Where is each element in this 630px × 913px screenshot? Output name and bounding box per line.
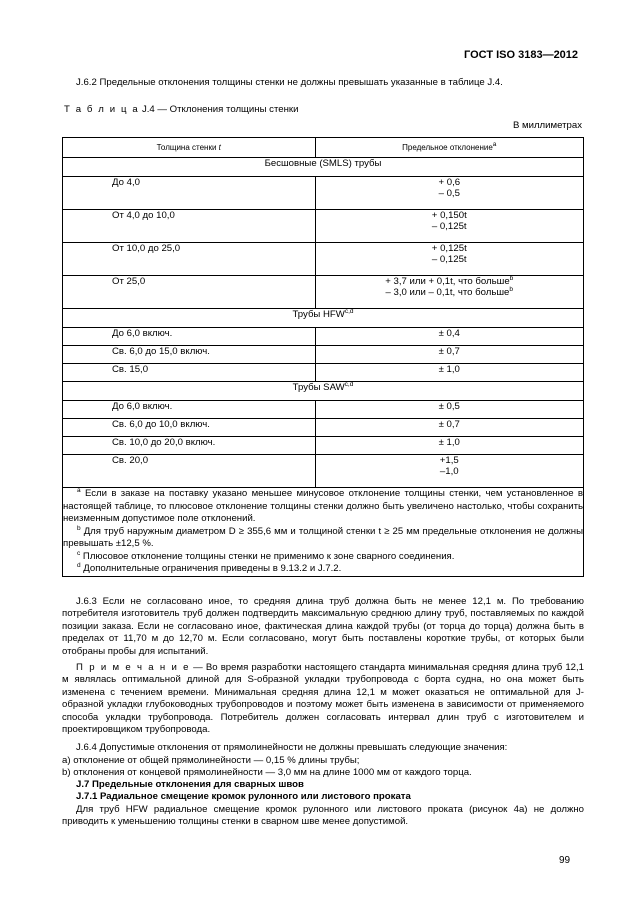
deviation-line: – 0,5 (438, 188, 460, 199)
thickness-cell: Св. 15,0 (63, 364, 316, 382)
table-row (63, 328, 584, 346)
list-item-a: a) отклонение от общей прямолинейности — 0,15 % длины трубы; (62, 755, 360, 766)
section-row (63, 158, 584, 177)
footnote-c: $^c$ Плюсовое отклонение толщины стенки не применимо к зоне сварного соединения. (77, 549, 455, 562)
deviation-line: – 0,125t (431, 221, 467, 232)
paragraph-j63: J.6.3 Если не согласовано иное, то средняя длина труб должна быть не менее 12,1 м. По требованию потребителя изготовитель труб должен подтвердить максимальную среднюю длину труб, поставляемых по каждой позиции заказа. Если не согласовано иное, фактическая длина каждой трубы (от торца до торца) должна быть в пределах от 11,70 м до 12,70 м. Если согласовано, могут быть поставлены короткие трубы, от которых были отобраны пробы для испытаний. (62, 596, 584, 657)
thickness-cell: Св. 6,0 до 15,0 включ. (63, 346, 316, 364)
col-header-thickness: Толщина стенки t (63, 138, 316, 158)
deviation-line: ± 0,4 (438, 328, 460, 339)
intro-paragraph: J.6.2 Предельные отклонения толщины стенки не должны превышать указанные в таблице J.4. (76, 77, 503, 88)
section-title: Трубы SAW$^{c,d}$ (63, 382, 584, 401)
thickness-cell: От 10,0 до 25,0 (63, 243, 316, 276)
table-caption-prefix: Т а б л и ц а (64, 104, 140, 115)
deviation-cell (315, 243, 583, 276)
section-row (63, 382, 584, 401)
table-row (63, 276, 584, 309)
thickness-cell: От 25,0 (63, 276, 316, 309)
deviation-line: + 0,150t (431, 210, 467, 221)
heading-j71: J.7.1 Радиальное смещение кромок рулонного или листового проката (76, 791, 411, 802)
deviation-cell (315, 276, 583, 309)
deviation-cell (315, 437, 583, 455)
table-row (63, 419, 584, 437)
table-row (63, 364, 584, 382)
note-paragraph (62, 662, 584, 736)
footnote-b: $^b$ Для труб наружным диаметром D ≥ 355,6 мм и толщиной стенки t ≥ 25 мм предельные отклонения не должны превышать ±12,5 %. (63, 524, 583, 549)
deviation-line: + 0,6 (438, 177, 461, 188)
table-row (63, 401, 584, 419)
heading-j7: J.7 Предельные отклонения для сварных швов (76, 779, 304, 790)
deviation-line: ± 1,0 (438, 364, 460, 375)
deviation-line: ± 1,0 (438, 437, 460, 448)
footnote-d: $^d$ Дополнительные ограничения приведены в 9.13.2 и J.7.2. (77, 562, 342, 574)
table-caption (64, 104, 298, 115)
deviation-cell (315, 364, 583, 382)
deviation-line: ± 0,7 (438, 419, 460, 430)
deviation-cell (315, 346, 583, 364)
deviation-line: ± 0,5 (438, 401, 460, 412)
paragraph-j71: Для труб HFW радиальное смещение кромок рулонного или листового проката (рисунок 4а) не должно приводить к уменьшению толщины стенки в сварном шве менее допустимой. (62, 804, 584, 828)
table-row (63, 437, 584, 455)
deviation-cell (315, 328, 583, 346)
deviation-line: + 0,125t (431, 243, 467, 254)
deviation-line: ± 0,7 (438, 346, 460, 357)
deviation-cell (315, 210, 583, 243)
table-units: В миллиметрах (512, 120, 582, 131)
deviation-cell (315, 455, 583, 488)
footnote-a: $^a$ Если в заказе на поставку указано меньшее минусовое отклонение толщины стенки, чем установленное в настоящей таблице, то плюсовое отклонение толщины стенки должно быть увеличено настолько, чтобы сохранить неизменным допустимое поле отклонений. (63, 487, 583, 524)
table-row (63, 210, 584, 243)
thickness-cell: До 6,0 включ. (63, 328, 316, 346)
deviation-line: – 3,0 или – 0,1t, что больше$^b$ (385, 286, 514, 298)
thickness-cell: До 4,0 (63, 177, 316, 210)
table-footnotes (63, 488, 584, 577)
deviation-line: –1,0 (439, 466, 459, 477)
section-row (63, 309, 584, 328)
table-caption-text: J.4 — Отклонения толщины стенки (141, 104, 299, 115)
table-row (63, 177, 584, 210)
thickness-cell: От 4,0 до 10,0 (63, 210, 316, 243)
section-title: Трубы HFW$^{c,d}$ (63, 309, 584, 328)
note-prefix: П р и м е ч а н и е (76, 662, 191, 673)
list-item-b: b) отклонения от концевой прямолинейности — 3,0 мм на длине 1000 мм от каждого торца. (62, 767, 472, 778)
table-row (63, 346, 584, 364)
table-body (63, 158, 584, 488)
thickness-cell: До 6,0 включ. (63, 401, 316, 419)
deviation-cell (315, 401, 583, 419)
section-title: Бесшовные (SMLS) трубы (63, 158, 584, 177)
deviation-line: +1,5 (439, 455, 459, 466)
thickness-cell: Св. 6,0 до 10,0 включ. (63, 419, 316, 437)
deviation-cell (315, 419, 583, 437)
deviation-cell (315, 177, 583, 210)
table-row (63, 455, 584, 488)
col-header-deviation: Предельное отклонение$^a$ (315, 138, 583, 158)
document-code: ГОСТ ISO 3183—2012 (464, 49, 579, 61)
deviation-table (62, 137, 584, 577)
thickness-cell: Св. 10,0 до 20,0 включ. (63, 437, 316, 455)
table-row (63, 243, 584, 276)
deviation-line: – 0,125t (431, 254, 467, 265)
note-text: — Во время разработки настоящего стандарта минимальная средняя длина труб 12,1 м являлась оптимальной длиной для S-образной укладки трубопровода с борта судна, но она может быть изменена с течением времени. Минимальная средняя длина 12,1 м может оказаться не оптимальной для J-образной укладки глубоководных трубопроводов и поэтому может быть изменена в зависимости от применяемого способа укладки трубопровода. Потребитель должен согласовать интервал длин труб с изготовителем и проектировщиком трубопровода. (62, 662, 584, 736)
deviation-line: + 3,7 или + 0,1t, что больше$^b$ (385, 275, 514, 287)
thickness-cell: Св. 20,0 (63, 455, 316, 488)
paragraph-j64: J.6.4 Допустимые отклонения от прямолинейности не должны превышать следующие значения: (76, 742, 508, 753)
page-number: 99 (559, 855, 571, 866)
